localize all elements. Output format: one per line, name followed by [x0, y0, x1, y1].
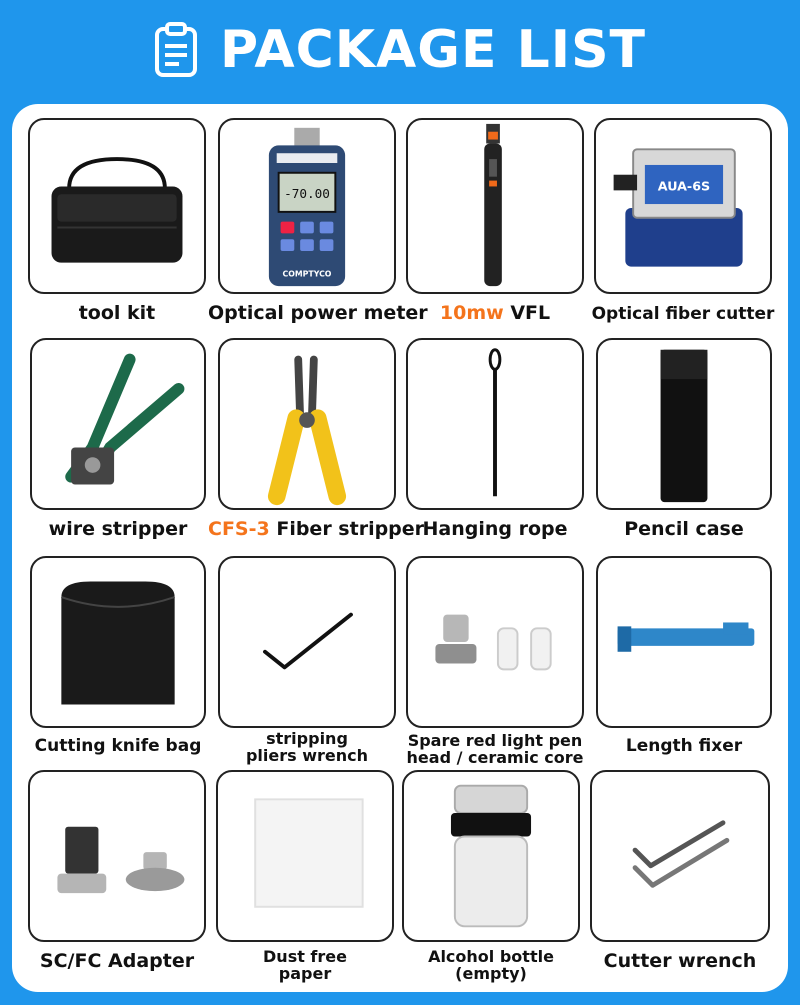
item-label-line1: stripping [266, 729, 348, 748]
item-label: Hanging rope [422, 518, 568, 540]
item-label: Cutting knife bag [34, 736, 202, 756]
item-label-line2: (empty) [455, 964, 527, 983]
item-card-hex-wrench [218, 556, 396, 728]
item-label-accent: 10mw [439, 302, 504, 324]
item-label: Pencil case [624, 518, 744, 540]
item-card-power-meter [218, 118, 396, 294]
item-label-line1: Spare red light pen [407, 731, 583, 750]
item-label: SC/FC Adapter [39, 950, 195, 972]
knife-bag-icon [32, 558, 204, 726]
item-label: Length fixer [625, 736, 743, 756]
fiber-stripper-icon [220, 340, 394, 508]
item-card-pencil-case [596, 338, 772, 510]
item-label-fiber-stripper [208, 518, 425, 540]
item-card-cutter-wrench [590, 770, 770, 942]
pencil-case-icon [598, 340, 770, 508]
item-label-line2: head / ceramic core [406, 748, 584, 767]
item-card-knife-bag [30, 556, 206, 728]
item-card-length-fixer [596, 556, 772, 728]
header [0, 0, 800, 100]
page-title: PACKAGE LIST [220, 20, 646, 80]
item-label: Optical power meter [208, 302, 428, 324]
item-card-pen-head [406, 556, 584, 728]
dust-free-paper-icon [218, 772, 392, 940]
item-card-wire-stripper [30, 338, 206, 510]
item-label: Optical fiber cutter [591, 304, 775, 324]
item-card-alcohol-bottle [402, 770, 580, 942]
item-label-line1: Alcohol bottle [428, 947, 554, 966]
item-card-dust-free-paper [216, 770, 394, 942]
item-label-line1: Dust free [263, 947, 347, 966]
item-label: tool kit [78, 302, 156, 324]
item-label-line2: pliers wrench [245, 746, 369, 765]
item-label-pen-head [406, 732, 584, 766]
wire-stripper-icon [32, 340, 204, 508]
item-card-tool-kit [28, 118, 206, 294]
pen-head-icon [408, 558, 582, 726]
clipboard-icon [154, 22, 198, 78]
package-list-panel [12, 104, 788, 992]
item-card-hanging-rope [406, 338, 584, 510]
tool-bag-icon [30, 120, 204, 292]
item-card-vfl [406, 118, 584, 294]
item-label-accent: CFS-3 [208, 518, 270, 540]
hex-wrench-icon [220, 558, 394, 726]
item-label-line2: paper [278, 964, 332, 983]
item-label-vfl [406, 302, 584, 324]
item-label: Cutter wrench [603, 950, 757, 972]
item-label: wire stripper [48, 518, 188, 540]
item-card-adapter [28, 770, 206, 942]
length-fixer-icon [598, 558, 770, 726]
hanging-rope-icon [408, 340, 582, 508]
item-label-dust-free-paper [216, 948, 394, 982]
device-model-text: AUA-6S [657, 178, 711, 194]
alcohol-bottle-icon [404, 772, 578, 940]
item-card-fiber-cleaver [594, 118, 772, 294]
item-card-fiber-stripper [218, 338, 396, 510]
vfl-pen-icon [408, 120, 582, 292]
device-brand-text: COMPTYCO [282, 269, 332, 279]
item-label-alcohol-bottle [402, 948, 580, 982]
power-meter-icon [220, 120, 394, 292]
cutter-wrench-icon [592, 772, 768, 940]
item-label-hex-wrench [218, 730, 396, 764]
svg-text:-70.00: -70.00 [284, 186, 330, 202]
item-label: Fiber stripper [276, 518, 425, 540]
item-label: VFL [510, 302, 551, 324]
fiber-cleaver-icon [596, 120, 770, 292]
adapter-icon [30, 772, 204, 940]
